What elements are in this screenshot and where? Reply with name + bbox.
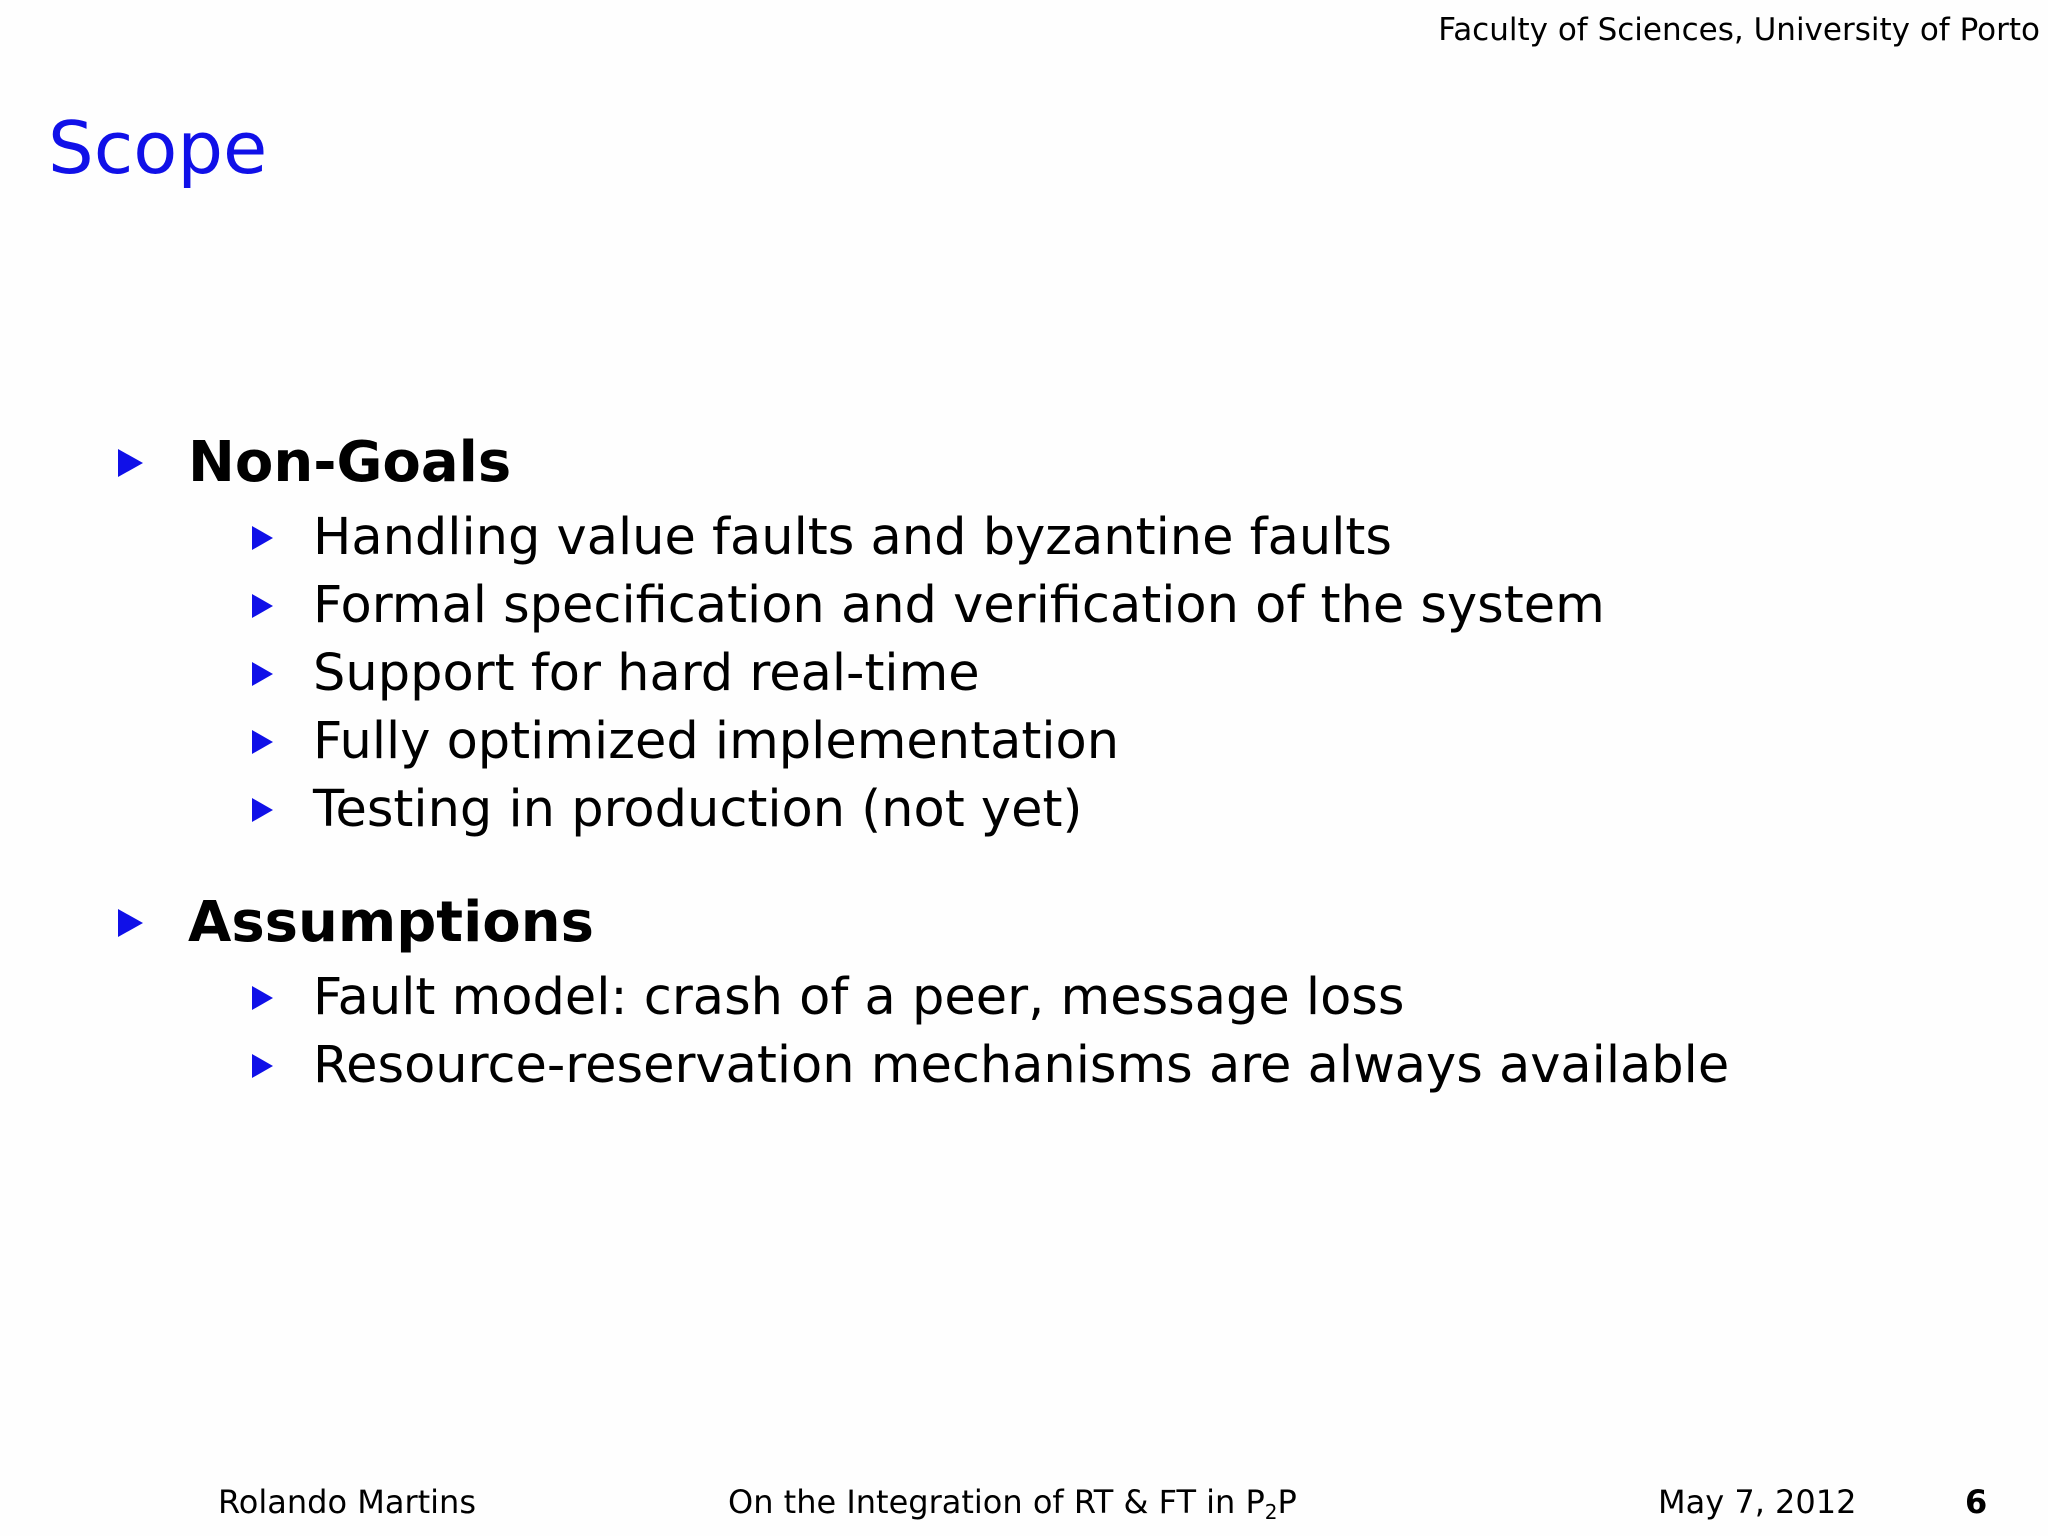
blue-triangle-bullet-icon (252, 986, 273, 1010)
institution-header: Faculty of Sciences, University of Porto (1438, 12, 2040, 48)
non-goals-heading (118, 430, 1938, 496)
footer-talk-subscript: 2 (1264, 1500, 1278, 1524)
section-title-non-goals: Non-Goals (188, 430, 512, 495)
footer-talk-prefix: On the Integration of RT & FT in P (728, 1483, 1265, 1521)
page-number: 6 (1965, 1483, 1988, 1521)
slide-title: Scope (48, 106, 268, 190)
slide-footer (0, 1478, 2048, 1526)
blue-triangle-bullet-icon (252, 730, 273, 754)
list-item (252, 964, 1938, 1032)
blue-triangle-bullet-icon (118, 909, 143, 937)
blue-triangle-bullet-icon (252, 798, 273, 822)
footer-author: Rolando Martins (218, 1483, 476, 1521)
list-item (252, 1032, 1938, 1100)
list-item-text: Fault model: crash of a peer, message loss (313, 968, 1405, 1027)
list-item-text: Handling value faults and byzantine faults (313, 508, 1392, 567)
list-item-text: Support for hard real-time (313, 644, 980, 703)
footer-talk-title (728, 1478, 1297, 1526)
assumptions-section (118, 890, 1938, 1100)
blue-triangle-bullet-icon (252, 526, 273, 550)
slide-content (118, 430, 1938, 1146)
list-item-text: Formal specification and verification of the system (313, 576, 1605, 635)
list-item (252, 572, 1938, 640)
non-goals-section (118, 430, 1938, 844)
non-goals-list (118, 504, 1938, 844)
footer-talk-suffix: P (1277, 1483, 1297, 1521)
blue-triangle-bullet-icon (252, 662, 273, 686)
list-item (252, 776, 1938, 844)
footer-date: May 7, 2012 (1658, 1483, 1857, 1521)
list-item (252, 504, 1938, 572)
list-item (252, 640, 1938, 708)
list-item-text: Resource-reservation mechanisms are always available (313, 1036, 1730, 1095)
assumptions-heading (118, 890, 1938, 956)
blue-triangle-bullet-icon (252, 1054, 273, 1078)
list-item-text: Testing in production (not yet) (313, 780, 1083, 839)
blue-triangle-bullet-icon (118, 449, 143, 477)
section-title-assumptions: Assumptions (188, 890, 594, 955)
list-item-text: Fully optimized implementation (313, 712, 1120, 771)
list-item (252, 708, 1938, 776)
assumptions-list (118, 964, 1938, 1100)
blue-triangle-bullet-icon (252, 594, 273, 618)
